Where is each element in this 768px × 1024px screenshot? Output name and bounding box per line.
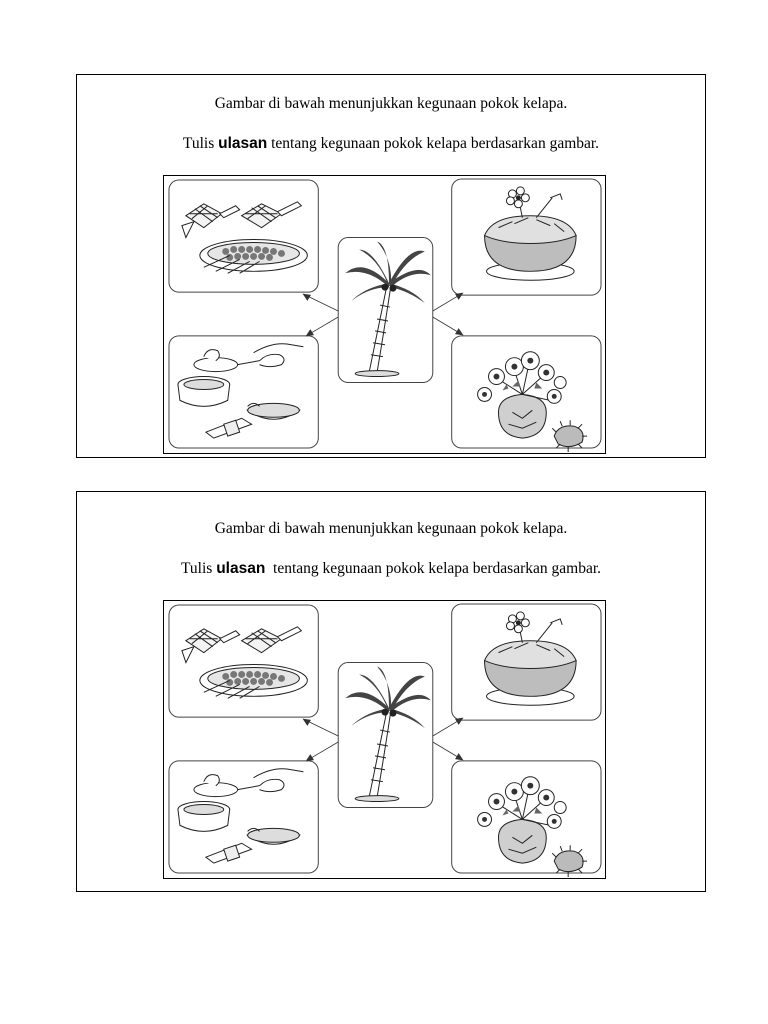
task-text bbox=[77, 560, 705, 578]
arrowhead bbox=[306, 330, 313, 336]
coconut-uses-diagram bbox=[164, 176, 605, 453]
panel-ketupat-satay bbox=[169, 180, 318, 292]
instruction-text: Gambar di bawah menunjukkan kegunaan pokok kelapa. bbox=[214, 520, 568, 537]
worksheet-card-1 bbox=[76, 74, 706, 458]
task-suffix: tentang kegunaan pokok kelapa berdasarkan gambar. bbox=[267, 135, 600, 152]
task-keyword: ulasan bbox=[216, 560, 266, 577]
task-prefix: Tulis bbox=[182, 135, 219, 152]
arrowhead bbox=[456, 293, 463, 299]
worksheet-card-2 bbox=[76, 491, 706, 892]
arrowhead bbox=[456, 718, 463, 724]
coconut-uses-figure bbox=[163, 175, 606, 454]
instruction-text: Gambar di bawah menunjukkan kegunaan pokok kelapa. bbox=[214, 95, 568, 112]
arrowhead bbox=[306, 755, 313, 761]
arrowhead bbox=[456, 754, 463, 760]
arrowhead bbox=[303, 294, 310, 300]
task-suffix: tentang kegunaan pokok kelapa berdasarkan gambar. bbox=[265, 560, 601, 577]
coconut-uses-figure bbox=[163, 600, 606, 879]
arrowhead bbox=[456, 329, 463, 335]
task-prefix: Tulis bbox=[180, 560, 217, 577]
task-keyword: ulasan bbox=[218, 135, 268, 152]
task-text bbox=[77, 135, 705, 153]
panel-ketupat-satay bbox=[169, 605, 318, 717]
coconut-uses-diagram bbox=[164, 601, 605, 878]
arrowhead bbox=[303, 719, 310, 725]
